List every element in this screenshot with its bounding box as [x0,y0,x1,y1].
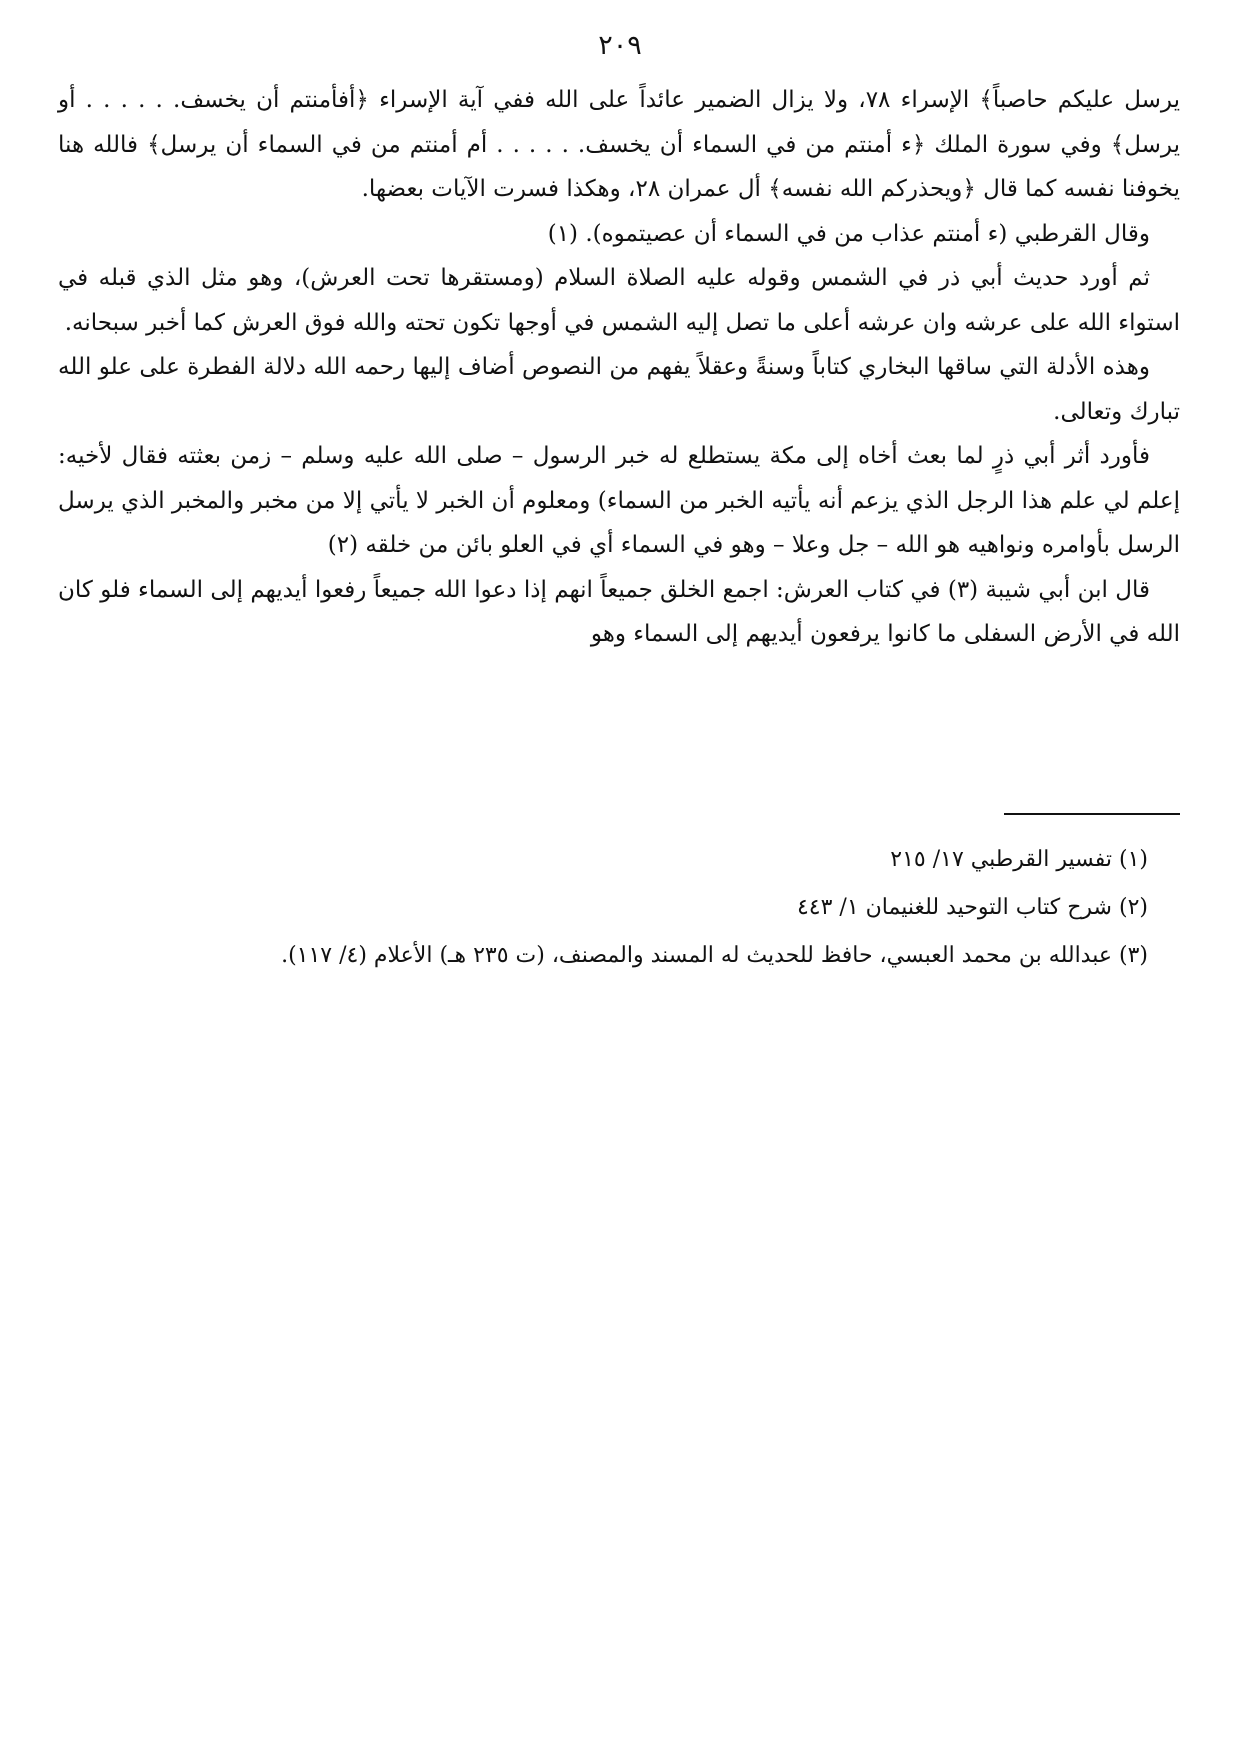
paragraph: وقال القرطبي (ء أمنتم عذاب من في السماء أن عصيتموه). (١) [547,220,1150,247]
paragraph: ثم أورد حديث أبي ذر في الشمس وقوله عليه الصلاة السلام (ومستقرها تحت العرش)، وهو مثل الذي قبله في استواء الله على عرشه وان عرشه أعلى ما تصل إليه الشمس في أوجها تكون تحته والله فوق العرش كما أخبر سبحانه. [58,265,1180,336]
footnote: (٣) عبدالله بن محمد العبسي، حافظ للحديث له المسند والمصنف، (ت ٢٣٥ هـ) الأعلام (٤/ ١١٧). [281,943,1148,968]
page-number: ٢٠٩ [598,30,642,61]
paragraph: يرسل عليكم حاصباً﴾ الإسراء ٧٨، ولا يزال الضمير عائداً على الله ففي آية الإسراء ﴿أفأمنتم أن يخسف. . . . . . أو يرسل﴾ وفي سورة الملك ﴿ء أمنتم من في السماء أن يخسف. . . . . . أم أمنتم من في السماء أن يرسل﴾ فالله هنا يخوفنا نفسه كما قال ﴿ويحذركم الله نفسه﴾ أل عمران ٢٨، وهكذا فسرت الآيات بعضها. [58,87,1180,202]
paragraph: فأورد أثر أبي ذرٍ لما بعث أخاه إلى مكة يستطلع له خبر الرسول – صلى الله عليه وسلم – زمن بعثته فقال لأخيه: إعلم لي علم هذا الرجل الذي يزعم أنه يأتيه الخبر من السماء) ومعلوم أن الخبر لا يأتي إلا من مخبر والمخبر الذي يرسل الرسل بأوامره ونواهيه هو الله – جل وعلا – وهو في السماء أي في العلو بائن من خلقه (٢) [58,443,1180,558]
paragraph: قال ابن أبي شيبة (٣) في كتاب العرش: اجمع الخلق جميعاً انهم إذا دعوا الله جميعاً رفعوا أيديهم إلى السماء فلو كان الله في الأرض السفلى ما كانوا يرفعون أيديهم إلى السماء وهو [58,576,1180,647]
footnote-divider [1004,813,1180,815]
footnotes [58,836,1148,980]
paragraph: وهذه الأدلة التي ساقها البخاري كتاباً وسنةً وعقلاً يفهم من النصوص أضاف إليها رحمه الله دلالة الفطرة على علو الله تبارك وتعالى. [58,354,1180,425]
main-text [58,78,1180,657]
footnote: (١) تفسير القرطبي ١٧/ ٢١٥ [890,847,1148,872]
footnote: (٢) شرح كتاب التوحيد للغنيمان ١/ ٤٤٣ [796,895,1148,920]
